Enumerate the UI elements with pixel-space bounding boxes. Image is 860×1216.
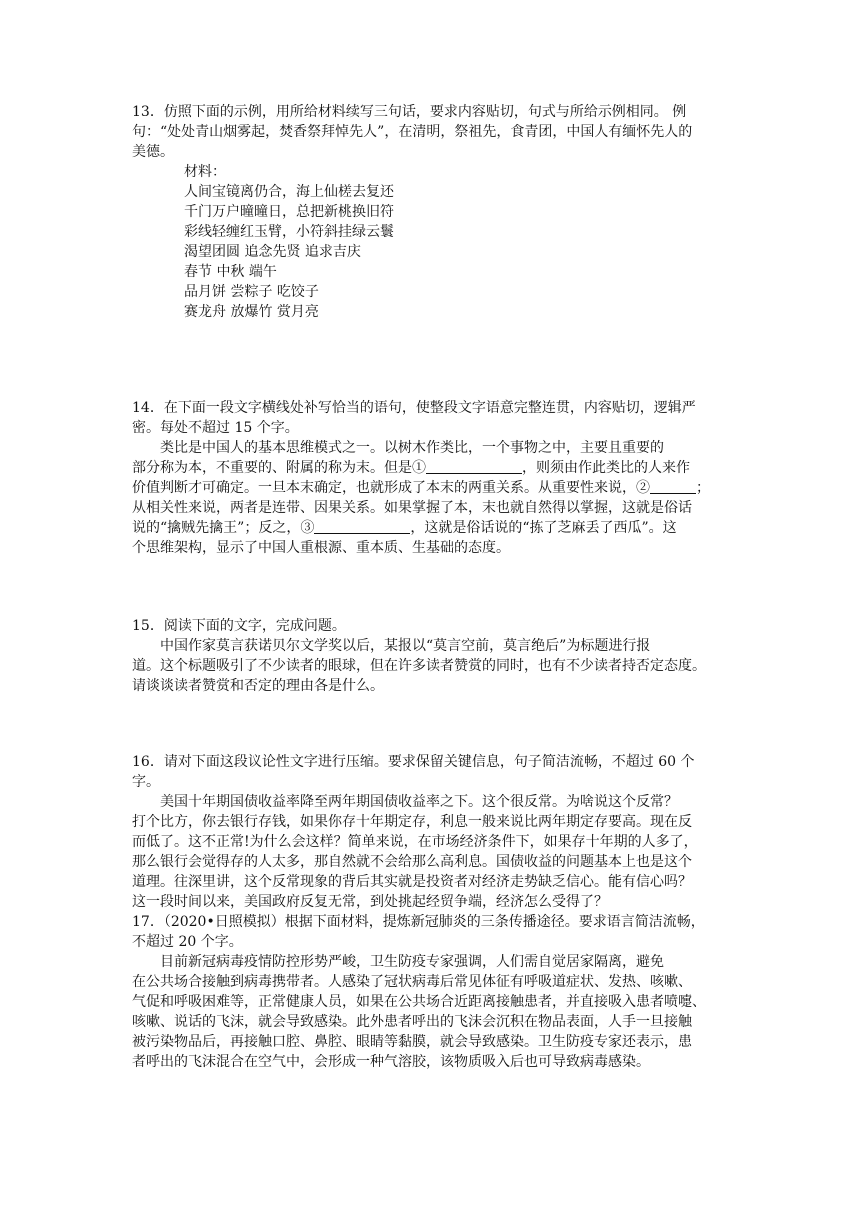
answer-blank-1[interactable] [426, 459, 522, 474]
q14-text: ； [696, 480, 710, 496]
q17-line: 被污染物品后，再接触口腔、鼻腔、眼睛等黏膜，就会导致感染。卫生防疫专家还表示，患 [132, 1034, 692, 1050]
q16-line: 字。 [132, 774, 160, 790]
q17-line: 咳嗽、说话的飞沫，就会导致感染。此外患者呼出的飞沫会沉积在物品表面，人手一旦接触 [132, 1014, 692, 1030]
q14-text: ，则须由作此类比的人来作 [522, 460, 690, 476]
answer-blank-3[interactable] [314, 519, 410, 534]
q13-material-item: 人间宝镜离仍合，海上仙槎去复还 [184, 184, 394, 200]
q13-material-item: 品月饼 尝粽子 吃饺子 [184, 284, 319, 300]
q17-line: 目前新冠病毒疫情防控形势严峻，卫生防疫专家强调，人们需自觉居家隔离，避免 [160, 954, 664, 970]
q13-material-item: 春节 中秋 端午 [184, 264, 277, 280]
question-17 [132, 912, 732, 1072]
q14-text: ，这就是俗话说的“拣了芝麻丢了西瓜”。这 [410, 520, 677, 536]
q14-line: 密。每处不超过 15 个字。 [132, 420, 299, 436]
question-13 [132, 102, 732, 322]
q14-paragraph-line [132, 518, 732, 538]
q17-line: 在公共场合接触到病毒携带者。人感染了冠状病毒后常见体征有呼吸道症状、发热、咳嗽、 [132, 974, 692, 990]
q17-line: 气促和呼吸困难等，正常健康人员，如果在公共场合近距离接触患者，并直接吸入患者喷嚏、 [132, 994, 706, 1010]
q14-paragraph-line [132, 458, 732, 478]
q14-text: 说的“擒贼先擒王”；反之，③ [132, 520, 315, 536]
q13-material-item: 彩线轻缠红玉臂，小符斜挂绿云鬟 [184, 224, 394, 240]
q14-paragraph-line: 从相关性来说，两者是连带、因果关系。如果掌握了本，末也就自然得以掌握，这就是俗话 [132, 500, 692, 516]
question-15 [132, 616, 732, 696]
q16-line: 道理。往深里讲，这个反常现象的背后其实就是投资者对经济走势缺乏信心。能有信心吗？ [132, 874, 692, 890]
q14-line: 14．在下面一段文字横线处补写恰当的语句，使整段文字语意完整连贯，内容贴切，逻辑严 [132, 400, 696, 416]
q15-line: 15．阅读下面的文字，完成问题。 [132, 618, 346, 634]
q17-line: 17．（2020•日照模拟）根据下面材料，提炼新冠肺炎的三条传播途径。要求语言简洁流畅， [132, 914, 705, 930]
q13-line: 13．仿照下面的示例，用所给材料续写三句话，要求内容贴切，句式与所给示例相同。 例 [132, 104, 687, 120]
q17-line: 者呼出的飞沫混合在空气中，会形成一种气溶胶，该物质吸入后也可导致病毒感染。 [132, 1054, 650, 1070]
q16-line: 美国十年期国债收益率降至两年期国债收益率之下。这个很反常。为啥说这个反常？ [160, 794, 678, 810]
q14-paragraph-line: 类比是中国人的基本思维模式之一。以树木作类比，一个事物之中，主要且重要的 [160, 440, 664, 456]
question-16 [132, 752, 732, 912]
question-14 [132, 398, 732, 558]
q13-material-item: 赛龙舟 放爆竹 赏月亮 [184, 304, 319, 320]
q14-text: 部分称为本，不重要的、附属的称为末。但是① [132, 460, 426, 476]
answer-blank-2[interactable] [650, 479, 696, 494]
q13-material-label: 材料： [184, 164, 226, 180]
q13-line: 句：“处处青山烟雾起，焚香祭拜悼先人”，在清明，祭祖先，食青团，中国人有缅怀先人的 [132, 124, 693, 140]
q15-line: 请谈谈读者赞赏和否定的理由各是什么。 [132, 678, 384, 694]
q13-line: 美德。 [132, 144, 174, 160]
q17-line: 不超过 20 个字。 [132, 934, 243, 950]
q13-material-item: 渴望团圆 追念先贤 追求吉庆 [184, 244, 361, 260]
q16-line: 打个比方，你去银行存钱，如果你存十年期定存，利息一般来说比两年期定存要高。现在反 [132, 814, 692, 830]
q14-text: 价值判断才可确定。一旦本末确定，也就形成了本末的两重关系。从重要性来说，② [132, 480, 650, 496]
q15-line: 中国作家莫言获诺贝尔文学奖以后，某报以“莫言空前，莫言绝后”为标题进行报 [160, 638, 651, 654]
q16-line: 那么银行会觉得存的人太多，那自然就不会给那么高利息。国债收益的问题基本上也是这个 [132, 854, 692, 870]
q16-line: 这一段时间以来，美国政府反复无常，到处挑起经贸争端，经济怎么受得了？ [132, 894, 608, 910]
q13-material-item: 千门万户曈曈日，总把新桃换旧符 [184, 204, 394, 220]
q16-line: 16．请对下面这段议论性文字进行压缩。要求保留关键信息，句子简洁流畅，不超过 60 个 [132, 754, 695, 770]
q16-line: 而低了。这不正常!为什么会这样？简单来说，在市场经济条件下，如果存十年期的人多了， [132, 834, 698, 850]
q14-paragraph-line [132, 478, 732, 498]
q15-line: 道。这个标题吸引了不少读者的眼球，但在许多读者赞赏的同时，也有不少读者持否定态度。 [132, 658, 706, 674]
q14-paragraph-line: 个思维架构，显示了中国人重根源、重本质、生基础的态度。 [132, 540, 510, 556]
